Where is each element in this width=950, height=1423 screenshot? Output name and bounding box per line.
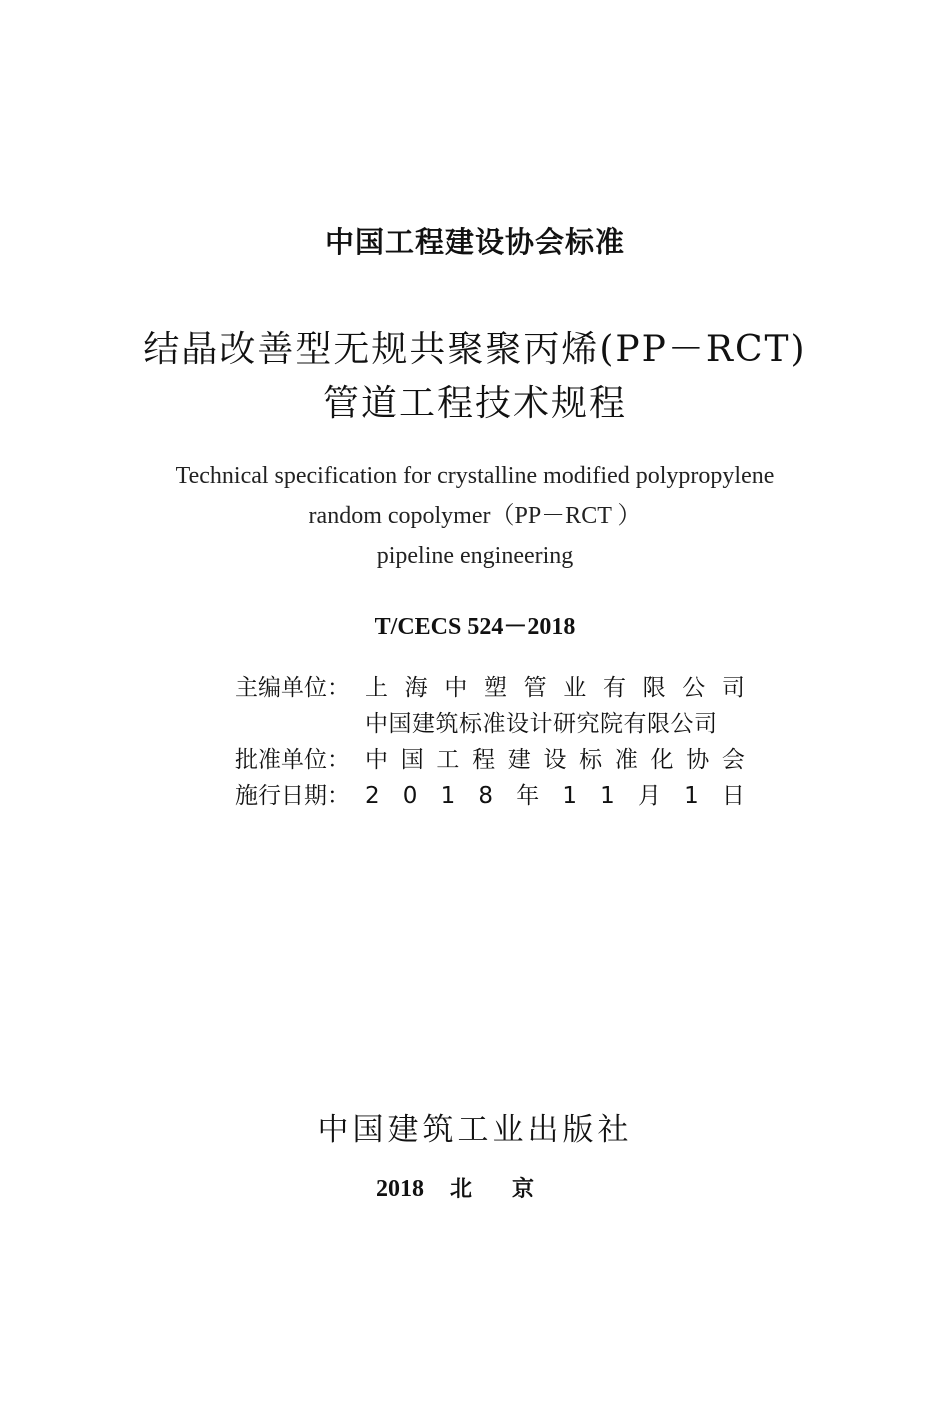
publication-city: 北京 bbox=[449, 1177, 574, 1202]
spaced-char: 程 bbox=[472, 747, 496, 773]
spaced-char: 限 bbox=[642, 675, 666, 701]
spaced-char: 中 bbox=[365, 747, 388, 773]
spaced-char: 协 bbox=[686, 747, 710, 773]
metadata-block bbox=[235, 670, 745, 814]
spaced-char: 8 bbox=[478, 783, 494, 809]
editor-row-1 bbox=[235, 670, 745, 706]
spaced-char: 工 bbox=[436, 747, 460, 773]
editor-2-value: 中国建筑标准设计研究院有限公司 bbox=[365, 711, 718, 737]
title-chinese-line-1: 结晶改善型无规共聚聚丙烯(PP－RCT) bbox=[143, 329, 807, 370]
publication-year: 2018 bbox=[375, 1176, 424, 1202]
effective-date-label: 施行日期： bbox=[235, 783, 350, 809]
approver-value bbox=[365, 742, 745, 778]
spaced-char: 1 bbox=[562, 783, 577, 809]
spaced-char: 年 bbox=[516, 783, 540, 809]
approver-label: 批准单位： bbox=[235, 747, 350, 773]
title-english-line-2: random copolymer（PP－RCT ） bbox=[308, 503, 642, 529]
spaced-char: 2 bbox=[365, 783, 380, 809]
spaced-char: 国 bbox=[400, 747, 424, 773]
spaced-char: 会 bbox=[721, 747, 745, 773]
spaced-char: 司 bbox=[721, 675, 745, 701]
spaced-char: 公 bbox=[682, 675, 706, 701]
spaced-char: 管 bbox=[523, 675, 547, 701]
editor-1-value bbox=[365, 670, 745, 706]
spaced-char: 海 bbox=[404, 675, 428, 701]
spaced-char: 准 bbox=[614, 747, 638, 773]
title-english-line-3: pipeline engineering bbox=[376, 543, 574, 569]
spaced-char: 化 bbox=[650, 747, 674, 773]
spaced-char: 1 bbox=[440, 783, 456, 809]
title-english-line-1: Technical specification for crystalline modified polypropylene bbox=[175, 463, 775, 489]
spaced-char: 日 bbox=[721, 783, 745, 809]
publication-place bbox=[0, 1172, 950, 1203]
spaced-char: 1 bbox=[684, 783, 699, 809]
standard-series-heading: 中国工程建设协会标准 bbox=[324, 225, 625, 259]
spaced-char: 业 bbox=[563, 675, 587, 701]
title-chinese-line-2: 管道工程技术规程 bbox=[322, 383, 627, 424]
editor-label: 主编单位： bbox=[235, 675, 350, 701]
effective-date-row bbox=[235, 778, 745, 814]
spaced-char: 有 bbox=[602, 675, 626, 701]
spaced-char: 建 bbox=[507, 747, 531, 773]
spaced-char: 上 bbox=[365, 675, 388, 701]
spaced-char: 月 bbox=[637, 783, 661, 809]
spaced-char: 中 bbox=[444, 675, 468, 701]
spaced-char: 0 bbox=[402, 783, 418, 809]
spaced-char: 设 bbox=[543, 747, 567, 773]
approver-row bbox=[235, 742, 745, 778]
spaced-char: 1 bbox=[600, 783, 615, 809]
editor-row-2 bbox=[235, 706, 745, 742]
standard-code: T/CECS 524－2018 bbox=[374, 614, 576, 640]
spaced-char: 标 bbox=[579, 747, 603, 773]
effective-date-value bbox=[365, 778, 745, 814]
publisher-name: 中国建筑工业出版社 bbox=[317, 1112, 633, 1148]
spaced-char: 塑 bbox=[483, 675, 507, 701]
